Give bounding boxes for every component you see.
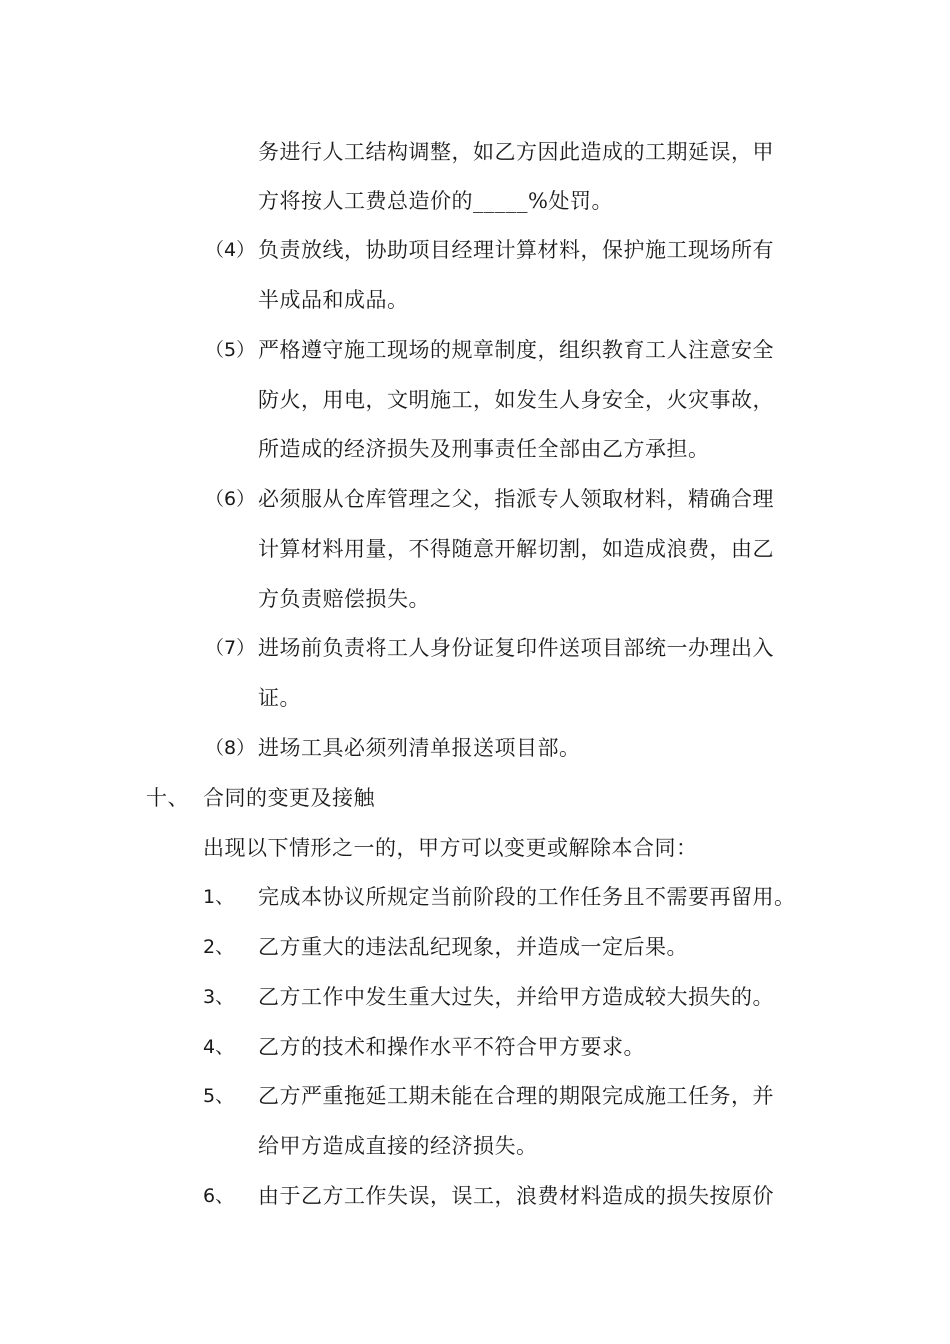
sub-item-5-line-1: 严格遵守施工现场的规章制度，组织教育工人注意安全 xyxy=(258,338,774,362)
numbered-item-marker-2: 2、 xyxy=(203,936,235,958)
sub-item-6-line-2: 计算材料用量，不得随意开解切割，如造成浪费，由乙 xyxy=(258,537,774,561)
sub-item-marker-6: （6） xyxy=(205,488,256,510)
sub-item-marker-7: （7） xyxy=(205,637,256,659)
numbered-item-1-line-1: 完成本协议所规定当前阶段的工作任务且不需要再留用。 xyxy=(258,885,796,909)
numbered-item-marker-5: 5、 xyxy=(203,1085,235,1107)
numbered-item-5-line-1: 乙方严重拖延工期未能在合理的期限完成施工任务，并 xyxy=(258,1084,774,1108)
section-intro: 出现以下情形之一的，甲方可以变更或解除本合同： xyxy=(203,836,698,860)
continued-item-line-2: 方将按人工费总造价的_____%处罚。 xyxy=(258,189,613,213)
sub-item-marker-8: （8） xyxy=(205,737,256,759)
section-number: 十、 xyxy=(146,786,189,810)
sub-item-marker-4: （4） xyxy=(205,239,256,261)
numbered-item-marker-4: 4、 xyxy=(203,1036,235,1058)
sub-item-7-line-1: 进场前负责将工人身份证复印件送项目部统一办理出入 xyxy=(258,636,774,660)
sub-item-marker-5: （5） xyxy=(205,339,256,361)
sub-item-6-line-3: 方负责赔偿损失。 xyxy=(258,587,430,611)
numbered-item-6-line-1: 由于乙方工作失误，误工，浪费材料造成的损失按原价 xyxy=(258,1184,774,1208)
sub-item-4-line-1: 负责放线，协助项目经理计算材料，保护施工现场所有 xyxy=(258,238,774,262)
numbered-item-5-line-2: 给甲方造成直接的经济损失。 xyxy=(258,1134,538,1158)
sub-item-4-line-2: 半成品和成品。 xyxy=(258,288,409,312)
continued-item-line-1: 务进行人工结构调整，如乙方因此造成的工期延误，甲 xyxy=(258,140,774,164)
sub-item-6-line-1: 必须服从仓库管理之父，指派专人领取材料，精确合理 xyxy=(258,487,774,511)
numbered-item-marker-3: 3、 xyxy=(203,986,235,1008)
numbered-item-marker-1: 1、 xyxy=(203,886,235,908)
sub-item-5-line-2: 防火，用电，文明施工，如发生人身安全，火灾事故， xyxy=(258,388,774,412)
numbered-item-marker-6: 6、 xyxy=(203,1185,235,1207)
numbered-item-2-line-1: 乙方重大的违法乱纪现象，并造成一定后果。 xyxy=(258,935,688,959)
section-title: 合同的变更及接触 xyxy=(203,786,375,810)
sub-item-5-line-3: 所造成的经济损失及刑事责任全部由乙方承担。 xyxy=(258,437,710,461)
numbered-item-4-line-1: 乙方的技术和操作水平不符合甲方要求。 xyxy=(258,1035,645,1059)
sub-item-7-line-2: 证。 xyxy=(258,686,301,710)
numbered-item-3-line-1: 乙方工作中发生重大过失，并给甲方造成较大损失的。 xyxy=(258,985,774,1009)
sub-item-8-line-1: 进场工具必须列清单报送项目部。 xyxy=(258,736,581,760)
